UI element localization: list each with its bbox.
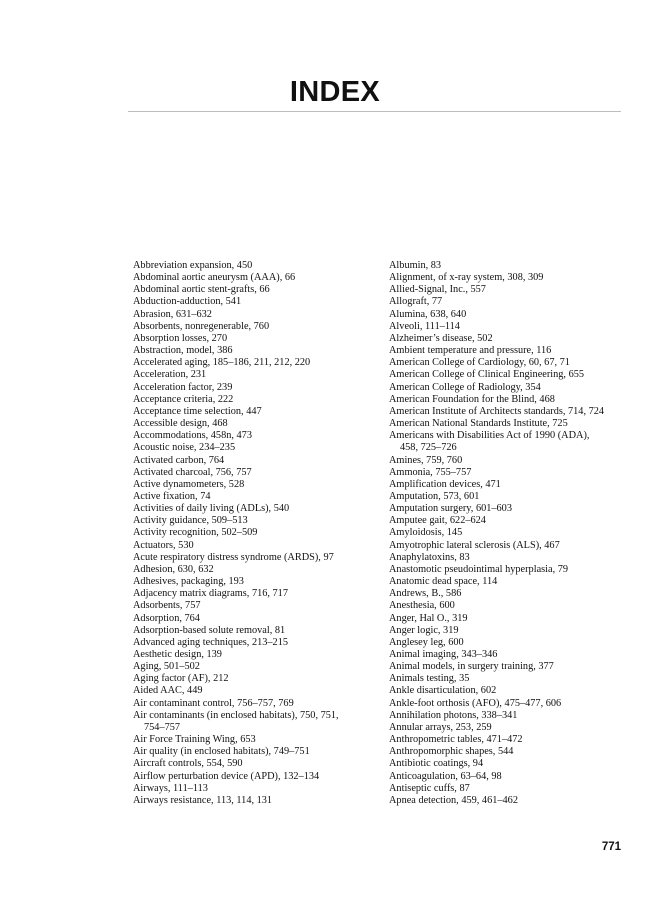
index-entry: Adsorption-based solute removal, 81 <box>133 624 286 636</box>
index-entry: Accelerated aging, 185–186, 211, 212, 220 <box>133 357 311 369</box>
index-entry: American College of Clinical Engineering, 655 <box>389 369 585 381</box>
index-entry: Adjacency matrix diagrams, 716, 717 <box>133 588 288 600</box>
index-entry: Adhesion, 630, 632 <box>133 563 214 575</box>
index-entry: Abdominal aortic stent-grafts, 66 <box>133 284 270 296</box>
index-entry: Activated charcoal, 756, 757 <box>133 466 252 478</box>
index-entry: Air contaminant control, 756–757, 769 <box>133 697 294 709</box>
index-entry: Aesthetic design, 139 <box>133 649 222 660</box>
index-entry: Activities of daily living (ADLs), 540 <box>133 503 290 515</box>
index-entry: Absorbents, nonregenerable, 760 <box>133 320 270 332</box>
index-entry: Andrews, B., 586 <box>389 588 462 600</box>
title-rule <box>128 111 621 112</box>
index-entry: Alzheimer’s disease, 502 <box>389 332 493 344</box>
index-entry: American College of Cardiology, 60, 67, 71 <box>389 357 570 369</box>
index-entry: Ankle-foot orthosis (AFO), 475–477, 606 <box>389 697 562 709</box>
index-entry: Acute respiratory distress syndrome (ARDS), 97 <box>133 551 334 563</box>
index-entry: Active dynamometers, 528 <box>133 478 245 490</box>
index-entry: Adsorption, 764 <box>133 612 200 624</box>
index-entry: Air quality (in enclosed habitats), 749–751 <box>133 746 310 758</box>
index-entry: Antiseptic cuffs, 87 <box>389 782 470 794</box>
index-entry: Acceleration factor, 239 <box>133 381 233 393</box>
index-entry: Annular arrays, 253, 259 <box>389 721 492 733</box>
index-entry: Aided AAC, 449 <box>133 685 203 697</box>
index-entry: Acceleration, 231 <box>133 369 207 381</box>
index-entry: Anaphylatoxins, 83 <box>389 551 470 563</box>
index-entry: Annihilation photons, 338–341 <box>389 709 518 721</box>
index-entry: American Institute of Architects standards, 714, 724 <box>389 405 605 417</box>
index-entry: Amputee gait, 622–624 <box>389 515 486 527</box>
index-entry: Amyotrophic lateral sclerosis (ALS), 467 <box>389 539 560 551</box>
index-entry: Aging factor (AF), 212 <box>133 673 229 685</box>
index-entry: Air Force Training Wing, 653 <box>133 734 256 746</box>
index-entry: Anticoagulation, 63–64, 98 <box>389 770 502 782</box>
index-entry: Anthropomorphic shapes, 544 <box>389 746 514 758</box>
index-entry: Alveoli, 111–114 <box>389 320 460 332</box>
page-title: INDEX <box>289 76 381 108</box>
index-entry: Anastomotic pseudointimal hyperplasia, 79 <box>389 563 569 575</box>
index-entry-continuation: 458, 725–726 <box>400 442 457 454</box>
index-entry: Activated carbon, 764 <box>133 454 225 466</box>
index-entry: Accommodations, 458n, 473 <box>133 430 252 442</box>
index-entry: Air contaminants (in enclosed habitats), 750, 751, <box>133 709 339 721</box>
index-entry: Acceptance criteria, 222 <box>133 393 234 405</box>
index-entry: American College of Radiology, 354 <box>389 381 541 393</box>
index-column-right <box>389 260 634 807</box>
index-entry: Amyloidosis, 145 <box>389 527 463 539</box>
index-entry: Anesthesia, 600 <box>389 600 455 612</box>
index-entry: Absorption losses, 270 <box>133 332 228 344</box>
index-entry: Alumina, 638, 640 <box>389 308 467 320</box>
page-number: 771 <box>601 841 621 853</box>
index-entry: Amputation surgery, 601–603 <box>389 503 512 515</box>
index-entry: Amines, 759, 760 <box>389 454 463 466</box>
index-entry: Amplification devices, 471 <box>389 478 501 490</box>
index-entry: Airflow perturbation device (APD), 132–134 <box>133 770 320 782</box>
index-entry: Animals testing, 35 <box>389 673 470 685</box>
index-entry: Actuators, 530 <box>133 539 194 551</box>
index-entry: Animal models, in surgery training, 377 <box>389 661 554 673</box>
index-entry: Aging, 501–502 <box>133 661 200 673</box>
index-entry: Anger logic, 319 <box>389 624 459 636</box>
index-entry: American National Standards Institute, 725 <box>389 418 568 430</box>
index-entry: Anglesey leg, 600 <box>389 636 464 648</box>
index-entry: Airways, 111–113 <box>133 782 208 794</box>
index-entry: Accessible design, 468 <box>133 418 228 430</box>
index-entry: Allograft, 77 <box>389 296 443 308</box>
index-entry: Abstraction, model, 386 <box>133 345 233 357</box>
index-entry: Airways resistance, 113, 114, 131 <box>133 794 273 806</box>
index-entry: Antibiotic coatings, 94 <box>389 758 484 770</box>
index-entry: Ammonia, 755–757 <box>389 466 472 478</box>
index-entry: Active fixation, 74 <box>133 490 211 502</box>
index-entry: Activity guidance, 509–513 <box>133 515 248 527</box>
index-entry: Abduction-adduction, 541 <box>133 296 242 308</box>
index-entry: Activity recognition, 502–509 <box>133 527 258 539</box>
index-entry: Anatomic dead space, 114 <box>389 576 498 588</box>
index-entry: Ankle disarticulation, 602 <box>389 685 497 697</box>
index-entry: Amputation, 573, 601 <box>389 490 480 502</box>
index-entry: Ambient temperature and pressure, 116 <box>389 345 552 357</box>
index-entry: Anthropometric tables, 471–472 <box>389 734 523 746</box>
index-entry: Allied-Signal, Inc., 557 <box>389 284 486 296</box>
index-entry: Advanced aging techniques, 213–215 <box>133 636 288 648</box>
index-entry: Adhesives, packaging, 193 <box>133 576 244 588</box>
index-entry: Aircraft controls, 554, 590 <box>133 758 243 770</box>
index-entry: Abbreviation expansion, 450 <box>133 260 253 271</box>
index-entry: American Foundation for the Blind, 468 <box>389 393 555 405</box>
index-entry: Anger, Hal O., 319 <box>389 612 468 624</box>
index-entry: Acceptance time selection, 447 <box>133 405 262 417</box>
index-entry: Abdominal aortic aneurysm (AAA), 66 <box>133 272 296 284</box>
index-entry: Apnea detection, 459, 461–462 <box>389 794 518 806</box>
index-entry: Abrasion, 631–632 <box>133 308 212 320</box>
index-entry-continuation: 754–757 <box>144 721 181 733</box>
index-entry: Acoustic noise, 234–235 <box>133 442 236 454</box>
index-column-left <box>133 260 378 807</box>
index-entry: Albumin, 83 <box>389 260 442 271</box>
index-entry: Adsorbents, 757 <box>133 600 201 612</box>
index-entry: Americans with Disabilities Act of 1990 (ADA), <box>389 430 590 442</box>
index-entry: Alignment, of x-ray system, 308, 309 <box>389 272 544 284</box>
index-entry: Animal imaging, 343–346 <box>389 649 498 660</box>
